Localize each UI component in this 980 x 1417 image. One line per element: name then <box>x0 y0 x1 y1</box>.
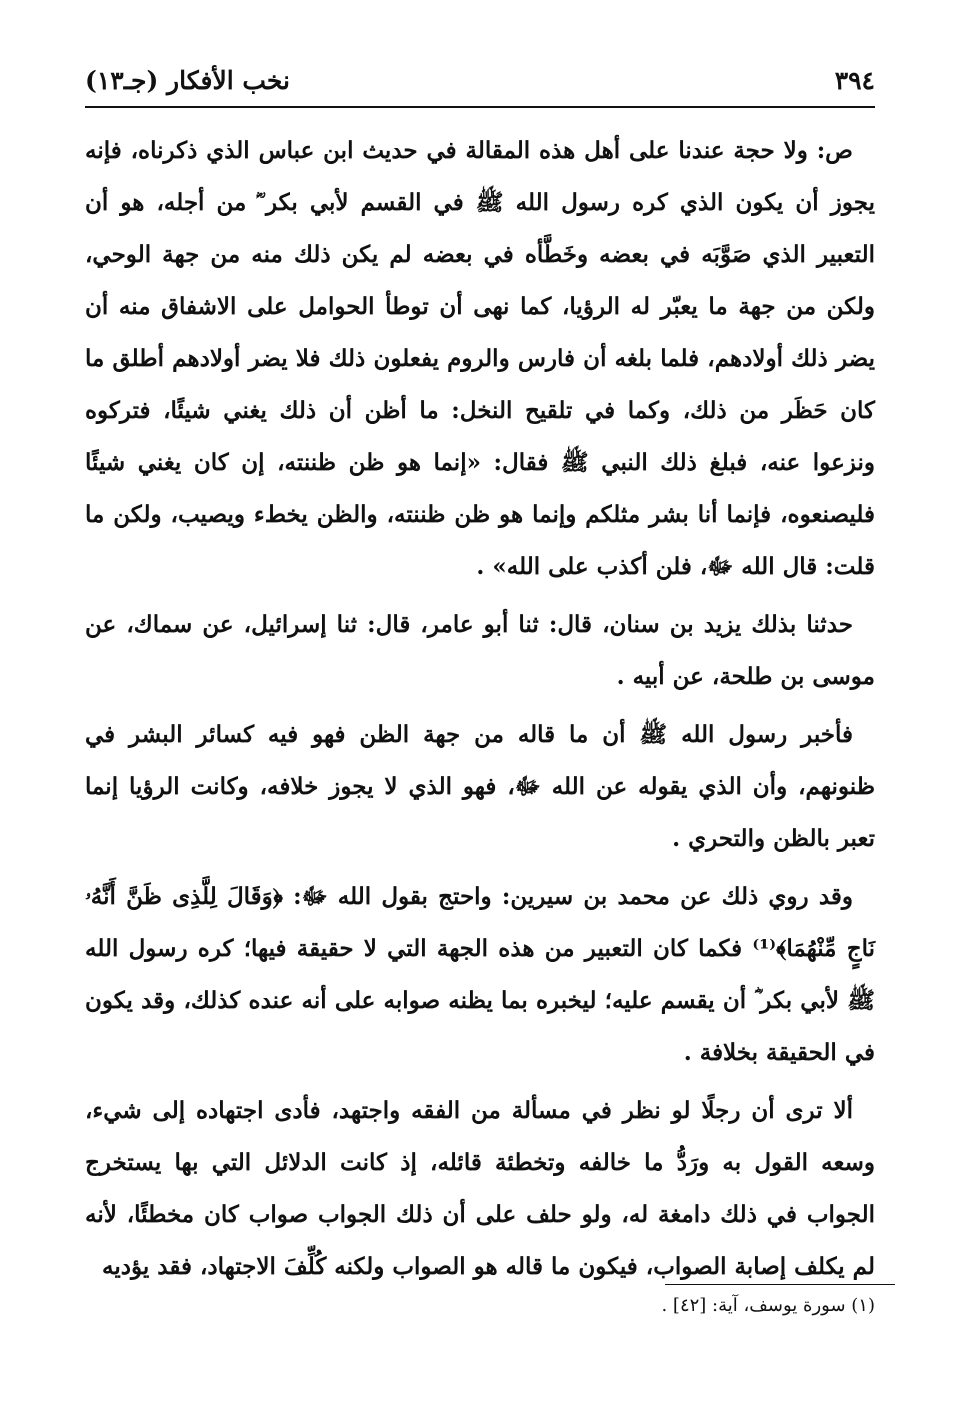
paragraph-1: ص: ولا حجة عندنا على أهل هذه المقالة في حديث ابن عباس الذي ذكرناه، فإنه يجوز أن يكون الذي كره رسول الله ﷺ في القسم لأبي بكر ؓ من أجله، هو أن التعبير الذي صَوَّبَه في بعضه وخَطَّأه في بعضه لم يكن ذلك منه من جهة الوحي، ولكن من جهة ما يعبّر له الرؤيا، كما نهى أن توطأ الحوامل على الاشفاق منه أن يضر ذلك أولادهم، فلما بلغه أن فارس والروم يفعلون ذلك فلا يضر أولادهم أطلق ما كان حَظَر من ذلك، وكما في تلقيح النخل: ما أظن أن ذلك يغني شيئًا، فتركوه ونزعوا عنه، فبلغ ذلك النبي ﷺ فقال: «إنما هو ظن ظننته، إن كان يغني شيئًا فليصنعوه، فإنما أنا بشر مثلكم وإنما هو ظن ظننته، والظن يخطء ويصيب، ولكن ما قلت: قال الله ﷻ، فلن أكذب على الله» . <box>85 137 875 580</box>
paragraph-2: حدثنا بذلك يزيد بن سنان، قال: ثنا أبو عامر، قال: ثنا إسرائيل، عن سماك، عن موسى بن طلحة، عن أبيه . <box>85 611 875 690</box>
paragraph-4: وقد روي ذلك عن محمد بن سيرين: واحتج بقول الله ﷻ: ﴿وَقَالَ لِلَّذِى ظَنَّ أَنَّهُۥ نَاجٍ مِّنْهُمَا﴾⁽¹⁾ فكما كان التعبير من هذه الجهة التي لا حقيقة فيها؛ كره رسول الله ﷺ لأبي بكر ؓ أن يقسم عليه؛ ليخبره بما يظنه صوابه على أنه عنده كذلك، وقد يكون في الحقيقة بخلافة . <box>85 883 875 1066</box>
book-title: نخب الأفكار (جـ١٣) <box>85 65 291 95</box>
footnote-divider <box>665 1284 895 1285</box>
header-divider <box>85 106 875 108</box>
page-number: ٣٩٤ <box>834 65 875 95</box>
main-text <box>85 125 875 1299</box>
page-header <box>85 60 875 100</box>
paragraph-5: ألا ترى أن رجلًا لو نظر في مسألة من الفقه واجتهد، فأدى اجتهاده إلى شيء، وسعه القول به ورَدُّ ما خالفه وتخطئة قائله، إذ كانت الدلائل التي بها يستخرج الجواب في ذلك دامغة له، ولو حلف على أن ذلك الجواب صواب كان مخطئًا، لأنه لم يكلف إصابة الصواب، فيكون ما قاله هو الصواب ولكنه كُلِّفَ الاجتهاد، فقد يؤديه <box>85 1097 875 1280</box>
footnote: (١) سورة يوسف، آية: [٤٢] . <box>661 1295 875 1316</box>
paragraph-3: فأخبر رسول الله ﷺ أن ما قاله من جهة الظن فهو فيه كسائر البشر في ظنونهم، وأن الذي يقوله عن الله ﷻ، فهو الذي لا يجوز خلافه، وكانت الرؤيا إنما تعبر بالظن والتحري . <box>85 721 875 852</box>
